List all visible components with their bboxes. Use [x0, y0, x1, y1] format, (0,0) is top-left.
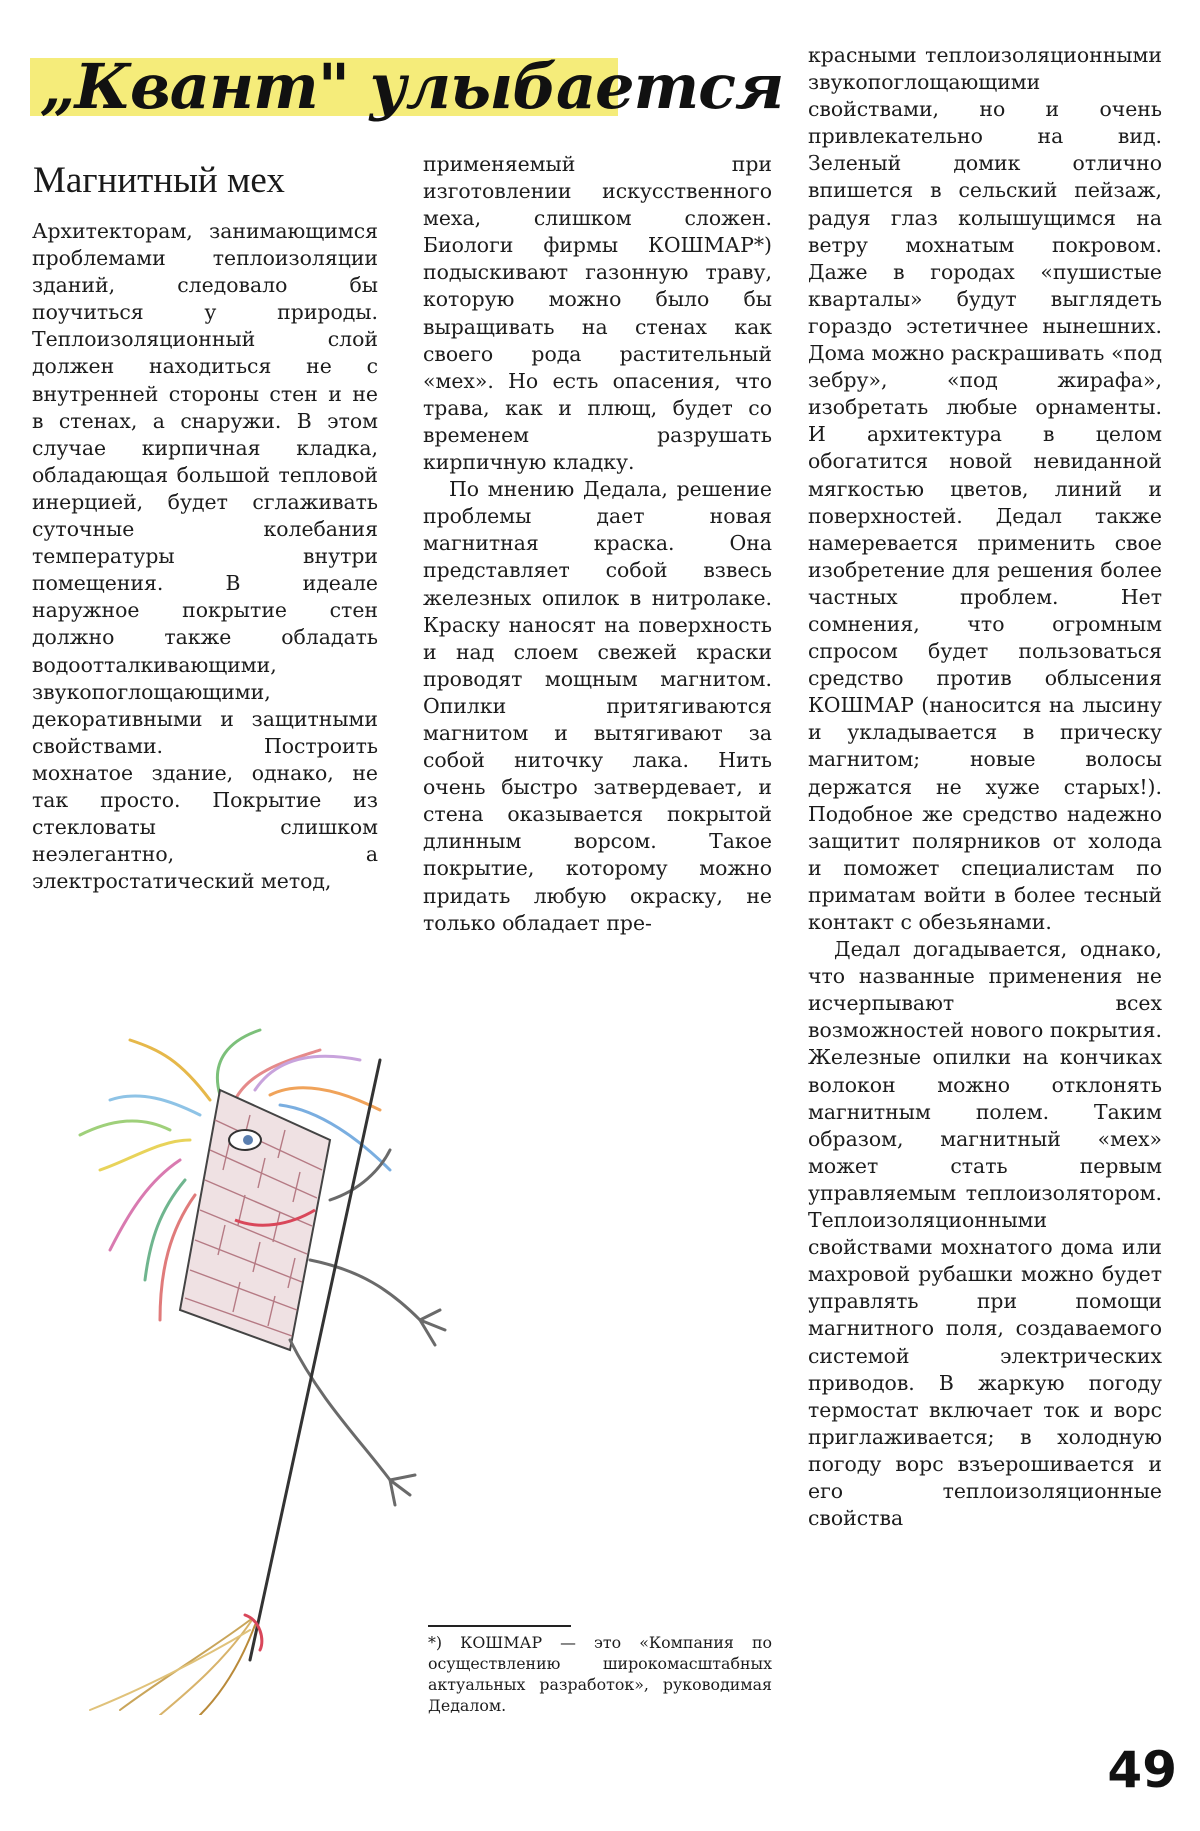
section-title: „Квант" улыбается [40, 50, 784, 123]
article-title: Магнитный мех [33, 160, 285, 201]
text-column-3 [808, 42, 1162, 1532]
brick-house-body [180, 1090, 330, 1350]
text-column-1 [32, 218, 378, 895]
paragraph: Архитекторам, занимающимся проблемами теплоизоляции зданий, следовало бы поучиться у природы. Теплоизоляционный слой должен находиться не с внутренней стороны стен и не в стенах, а снаружи. В этом случае кирпичная кладка, обладающая большой тепловой инерцией, будет сглаживать суточные колебания температуры внутри помещения. В идеале наружное покрытие стен должно также обладать водоотталкивающими, звукопоглощающими, декоративными и защитными свойствами. Построить мохнатое здание, однако, не так просто. Покрытие из стекловаты слишком неэлегантно, а электростатический метод, [32, 219, 378, 894]
paragraph: По мнению Дедала, решение проблемы дает новая магнитная краска. Она представляет собой взвесь железных опилок в нитролаке. Краску наносят на поверхность и над слоем свежей краски проводят мощным магнитом. Опилки притягиваются магнитом и вытягивают за собой ниточку лака. Нить очень быстро затвердевает, и стена оказывается покрытой длинным ворсом. Такое покрытие, которому можно придать любую окраску, не только обладает пре- [423, 477, 772, 935]
paragraph: применяемый при изготовлении искусственного меха, слишком сложен. Биологи фирмы КОШМАР*) подыскивают газонную траву, которую можно было бы выращивать на стенах как своего рода растительный «мех». Но есть опасения, что трава, как и плющ, будет со временем разрушать кирпичную кладку. [423, 152, 772, 475]
text-column-2 [423, 151, 772, 937]
paragraph: красными теплоизоляционными звукопоглощающими свойствами, но и очень привлекательно на вид. Зеленый домик отлично впишется в сельский пейзаж, радуя глаз колышущимся на ветру мохнатым покровом. Даже в городах «пушистые кварталы» будут выглядеть гораздо эстетичнее нынешних. Дома можно раскрашивать «под зебру», «под жирафа», изобретать любые орнаменты. И архитектура в целом обогатится новой невиданной мягкостью цветов, линий и поверхностей. Дедал также намеревается применить свое изобретение для решения более частных проблем. Нет сомнения, что огромным спросом будет пользоваться средство против облысения КОШМАР (наносится на лысину и укладывается в прическу магнитом; новые волосы держатся не хуже старых!). Подобное же средство надежно защитит полярников от холода и поможет специалистам по приматам войти в более тесный контакт с обезьянами. [808, 43, 1162, 934]
page-number: 49 [1107, 1741, 1177, 1799]
paragraph: Дедал догадывается, однако, что названные применения не исчерпывают всех возможностей нового покрытия. Железные опилки на кончиках волокон можно отклонять магнитным полем. Таким образом, магнитный «мех» может стать первым управляемым теплоизолятором. Теплоизоляционными свойствами мохнатого дома или махровой рубашки можно будет управлять при помощи магнитного поля, создаваемого системой электрических приводов. В жаркую погоду термостат включает ток и ворс приглаживается; в холодную погоду ворс взъерошивается и его теплоизоляционные свойства [808, 937, 1162, 1531]
furry-house-illustration [60, 1020, 490, 1715]
footnote: *) КОШМАР — это «Компания по осуществлению широкомасштабных актуальных разработок», руководимая Дедалом. [428, 1633, 772, 1715]
footnote-divider [428, 1625, 571, 1627]
